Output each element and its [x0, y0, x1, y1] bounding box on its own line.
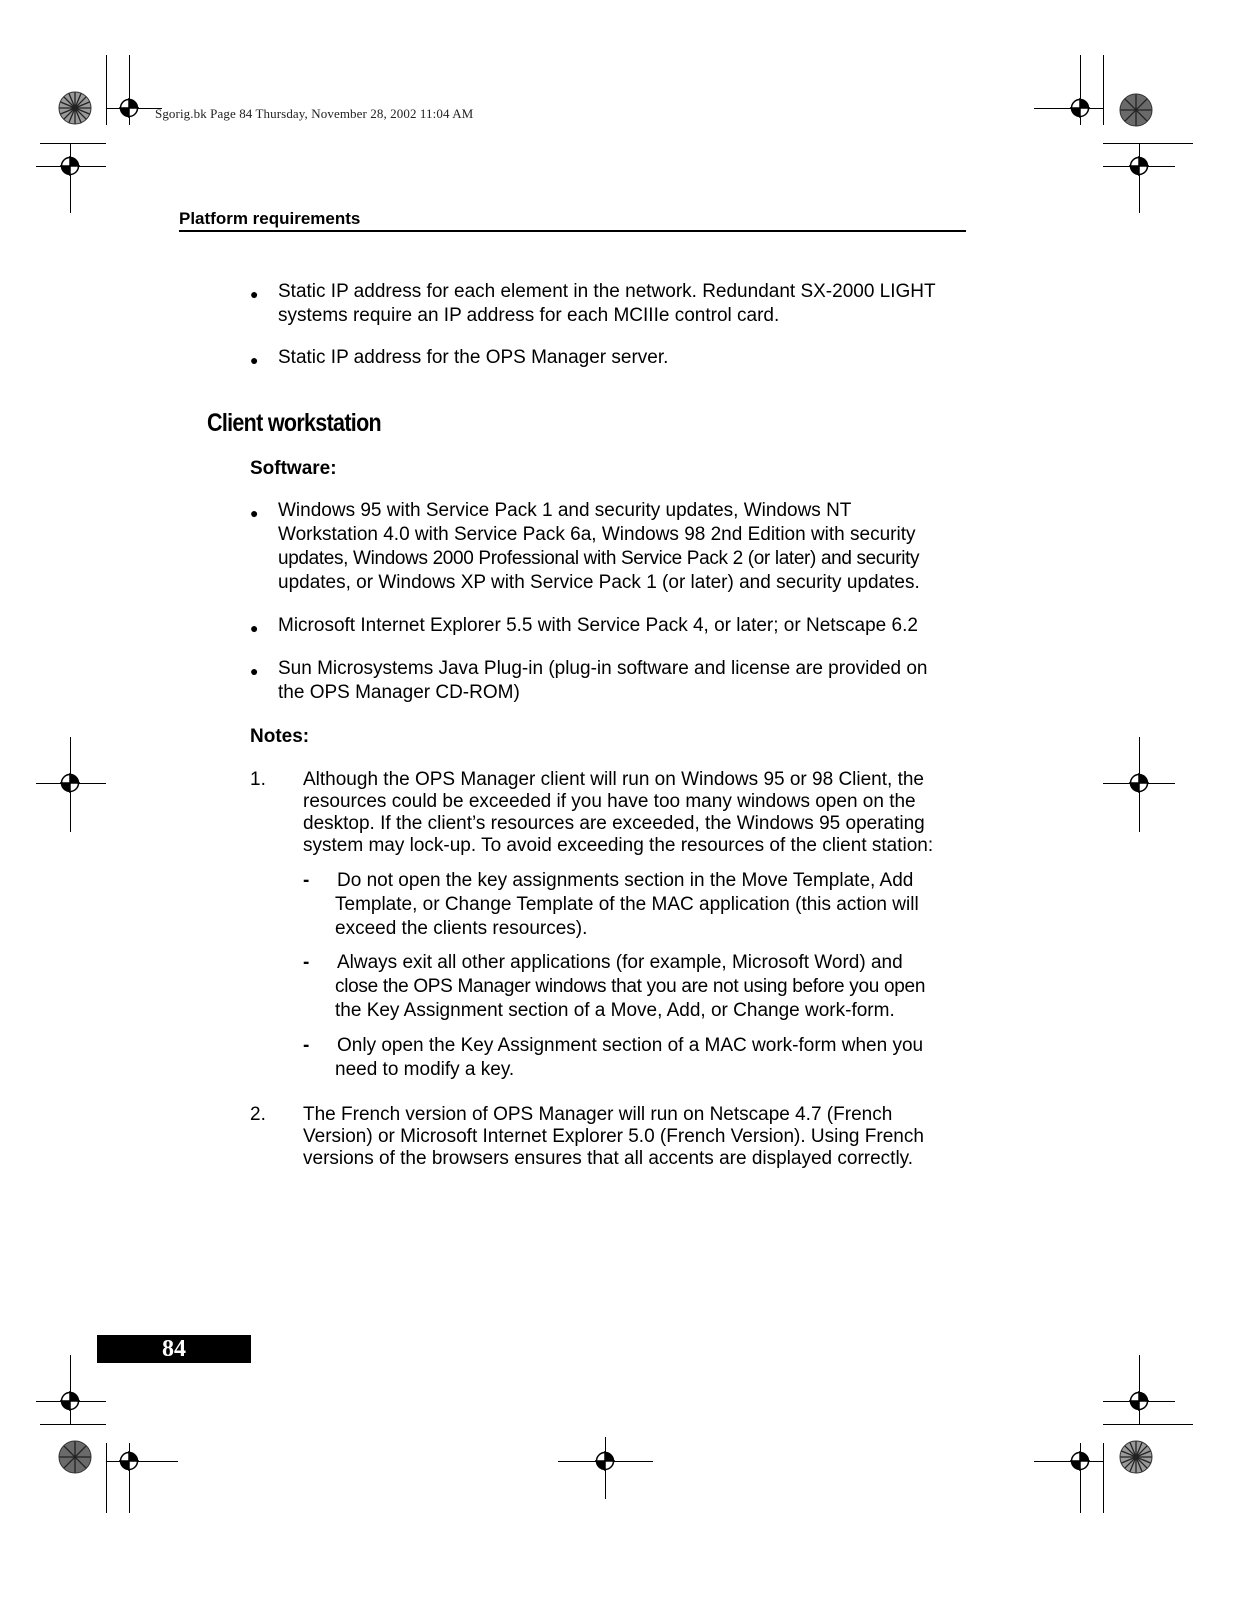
list-item: Microsoft Internet Explorer 5.5 with Service Pack 4, or later; or Netscape 6.2: [278, 615, 918, 636]
bullet-icon: ●: [250, 352, 259, 368]
page-number-bar: [97, 1335, 251, 1363]
registration-target-icon: [119, 98, 139, 118]
registration-target-icon: [1070, 98, 1090, 118]
registration-target-icon: [1129, 773, 1149, 793]
star-target-icon: [58, 91, 92, 125]
bullet-icon: ●: [250, 663, 259, 679]
notes-label: Notes:: [250, 726, 310, 747]
list-item: Sun Microsystems Java Plug-in (plug-in software and license are provided on the OPS Manager CD-ROM): [278, 658, 928, 703]
list-item: Windows 95 with Service Pack 1 and security updates, Windows NT Workstation 4.0 with Service Pack 6a, Windows 98 2nd Edition with security updates, Windows 2000 Professional with Service Pack 2 (or later) and security updates, or Windows XP with Service Pack 1 (or later) and security updates.: [278, 500, 920, 593]
sub-list-item: Only open the Key Assignment section of a MAC work-form when you need to modify a key.: [335, 1035, 924, 1080]
list-item: Static IP address for the OPS Manager server.: [278, 347, 669, 368]
list-item: Static IP address for each element in the network. Redundant SX-2000 LIGHT systems require an IP address for each MCIIIe control card.: [278, 281, 936, 326]
note-item: Although the OPS Manager client will run on Windows 95 or 98 Client, the resources could be exceeded if you have too many windows open on the desktop. If the client’s resources are exceeded, the Windows 95 operating system may lock-up. To avoid exceeding the resources of the client station:: [303, 769, 934, 856]
running-head: Platform requirements: [179, 209, 361, 228]
dash-marker: -: [303, 952, 310, 973]
bullet-icon: ●: [250, 286, 259, 302]
sub-list-item: Always exit all other applications (for example, Microsoft Word) and close the OPS Manager windows that you are not using before you open the Key Assignment section of a Move, Add, or Change work-form.: [335, 952, 926, 1021]
star-target-icon: [1119, 1440, 1153, 1474]
note-number: 2.: [250, 1104, 266, 1125]
registration-target-icon: [595, 1451, 615, 1471]
registration-target-icon: [60, 1391, 80, 1411]
software-label: Software:: [250, 458, 337, 479]
dash-marker: -: [303, 870, 310, 891]
section-heading: Client workstation: [207, 409, 381, 437]
bullet-icon: ●: [250, 505, 259, 521]
printer-slug: Sgorig.bk Page 84 Thursday, November 28, 2002 11:04 AM: [155, 106, 474, 121]
registration-target-icon: [1129, 1391, 1149, 1411]
running-head-rule: [179, 230, 966, 232]
sub-list-item: Do not open the key assignments section in the Move Template, Add Template, or Change Template of the MAC application (this action will exceed the clients resources).: [335, 870, 919, 939]
registration-target-icon: [1070, 1451, 1090, 1471]
star-target-icon: [1119, 93, 1153, 127]
star-target-icon: [58, 1440, 92, 1474]
bullet-icon: ●: [250, 620, 259, 636]
page-number: 84: [162, 1336, 186, 1362]
note-item: The French version of OPS Manager will run on Netscape 4.7 (French Version) or Microsoft Internet Explorer 5.0 (French Version). Using French versions of the browsers ensures that all accents are displayed correctly.: [303, 1104, 924, 1169]
registration-target-icon: [60, 156, 80, 176]
registration-target-icon: [60, 773, 80, 793]
note-number: 1.: [250, 769, 266, 790]
registration-target-icon: [1129, 156, 1149, 176]
dash-marker: -: [303, 1035, 310, 1056]
registration-target-icon: [119, 1451, 139, 1471]
